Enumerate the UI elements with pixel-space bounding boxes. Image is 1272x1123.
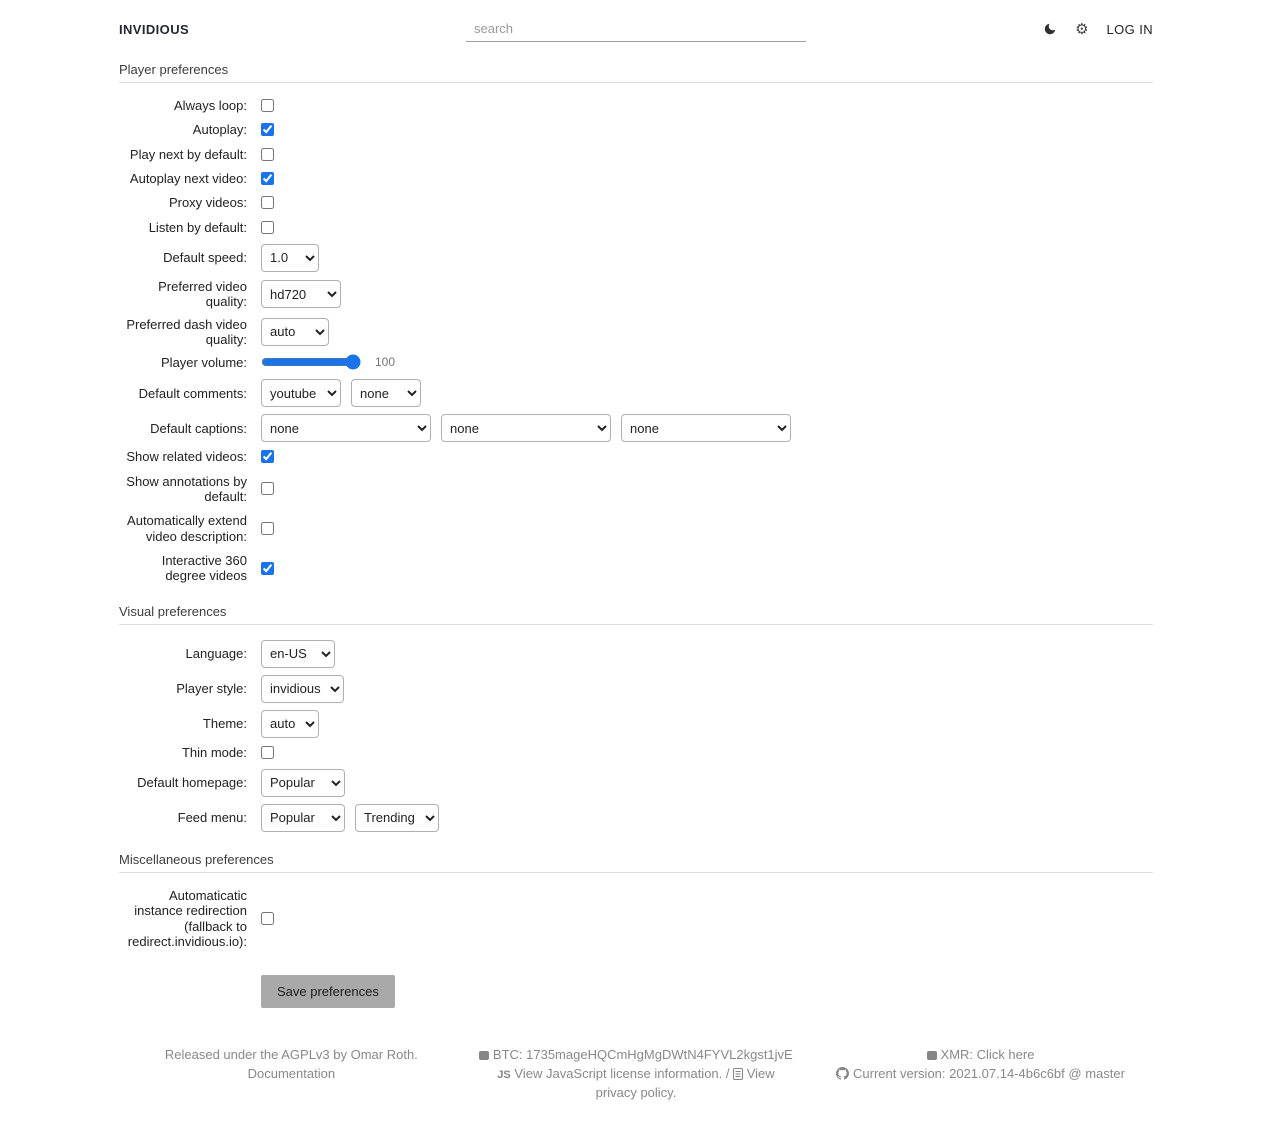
pref-row [119, 769, 1153, 797]
annotations-checkbox[interactable] [261, 482, 274, 495]
monero-icon [927, 1051, 937, 1060]
thin-mode-checkbox[interactable] [261, 746, 274, 759]
pref-row [119, 710, 1153, 738]
pref-label: Default captions: [150, 420, 247, 436]
footer [119, 1046, 1153, 1123]
documentation-link[interactable]: Documentation [247, 1066, 336, 1082]
pref-label: Show related videos: [126, 449, 247, 465]
pref-row [119, 244, 1153, 272]
pref-row [119, 553, 1153, 584]
instance-redirect-checkbox[interactable] [261, 912, 274, 925]
pref-row [119, 414, 1153, 442]
save-preferences-button[interactable]: Save preferences [261, 975, 395, 1008]
player-volume-value: 100 [375, 355, 396, 370]
pref-row [119, 122, 1153, 137]
pref-row [119, 220, 1153, 235]
pref-label: Feed menu: [177, 810, 247, 826]
theme-select[interactable] [261, 710, 319, 738]
extend-description-checkbox[interactable] [261, 522, 274, 535]
homepage-select[interactable] [261, 769, 345, 797]
captions-select-2[interactable] [441, 414, 611, 442]
license-text: Released under the AGPLv3 by Omar Roth. [164, 1047, 418, 1063]
comments-select-1[interactable] [261, 379, 341, 407]
captions-select-3[interactable] [621, 414, 791, 442]
privacy-policy-link[interactable]: View privacy policy. [595, 1066, 775, 1100]
pref-row [119, 513, 1153, 544]
pref-row [119, 317, 1153, 348]
javascript-icon: JS [497, 1069, 511, 1082]
default-speed-select[interactable] [261, 244, 319, 272]
btc-address: BTC: 1735mageHQCmHgMgDWtN4FYVL2kgst1jvE [492, 1047, 793, 1063]
pref-label: Proxy videos: [168, 195, 247, 211]
footer-donate-column: BTC: 1735mageHQCmHgMgDWtN4FYVL2kgst1jvE JS View JavaScript license information. / View privacy policy. [464, 1046, 809, 1103]
login-link[interactable]: LOG IN [1106, 21, 1153, 37]
js-license-link[interactable]: View JavaScript license information. [514, 1066, 723, 1082]
dash-quality-select[interactable] [261, 318, 329, 346]
pref-label: Default homepage: [137, 775, 247, 791]
pref-label: Preferred dash video quality: [126, 316, 247, 347]
top-navbar [119, 0, 1153, 42]
always-loop-checkbox[interactable] [261, 99, 274, 112]
pref-row [119, 640, 1153, 668]
footer-license-column [119, 1046, 464, 1103]
listen-by-default-checkbox[interactable] [261, 221, 274, 234]
pref-label: Autoplay: [192, 122, 247, 138]
interactive-360-checkbox[interactable] [261, 562, 274, 575]
pref-row [119, 171, 1153, 186]
pref-label: Preferred video quality: [158, 278, 247, 310]
pref-label: Automaticatic instance redirection (fallback to redirect.invidious.io): [127, 887, 247, 949]
pref-label: Default speed: [163, 250, 247, 266]
autoplay-next-video-checkbox[interactable] [261, 172, 274, 185]
pref-label: Player style: [176, 680, 247, 696]
feed-menu-select-1[interactable] [261, 804, 345, 832]
pref-row [119, 354, 1153, 370]
pref-label: Player volume: [161, 354, 247, 370]
pref-row [119, 804, 1153, 832]
github-icon [836, 1067, 849, 1080]
pref-row [119, 195, 1153, 210]
xmr-text: XMR: [940, 1047, 977, 1063]
section-title-visual: Visual preferences [119, 603, 227, 619]
pref-label: Thin mode: [181, 744, 247, 760]
pref-label: Autoplay next video: [129, 170, 247, 186]
video-quality-select[interactable] [261, 280, 341, 308]
section-divider [119, 82, 1153, 83]
pref-label: Automatically extend video description: [127, 513, 247, 544]
pref-label: Theme: [202, 715, 247, 731]
player-style-select[interactable] [261, 675, 344, 703]
pref-label: Show annotations by default: [126, 473, 247, 504]
autoplay-checkbox[interactable] [261, 123, 274, 136]
section-divider [119, 624, 1153, 625]
pref-row [119, 449, 1153, 464]
section-divider [119, 872, 1153, 873]
play-next-checkbox[interactable] [261, 148, 274, 161]
pref-label: Language: [185, 645, 247, 661]
related-videos-checkbox[interactable] [261, 450, 274, 463]
section-title-misc: Miscellaneous preferences [119, 851, 274, 867]
privacy-file-icon [733, 1068, 743, 1080]
version-link[interactable]: Current version: 2021.07.14-4b6c6bf @ master [853, 1066, 1125, 1082]
pref-label: Listen by default: [148, 219, 247, 235]
comments-select-2[interactable] [351, 379, 421, 407]
pref-row [119, 98, 1153, 113]
feed-menu-select-2[interactable] [355, 804, 439, 832]
player-volume-slider[interactable] [261, 354, 361, 370]
pref-label: Always loop: [174, 98, 247, 113]
pref-label: Interactive 360 degree videos [161, 552, 247, 584]
app-logo[interactable]: INVIDIOUS [119, 21, 190, 37]
captions-select-1[interactable] [261, 414, 431, 442]
dark-mode-moon-icon[interactable] [1043, 22, 1057, 36]
section-title-player: Player preferences [119, 62, 229, 77]
proxy-videos-checkbox[interactable] [261, 196, 274, 209]
xmr-link[interactable]: Click here [976, 1047, 1035, 1063]
footer-version-column [808, 1046, 1153, 1103]
pref-row [119, 745, 1153, 760]
bitcoin-icon [479, 1051, 489, 1060]
save-row [119, 975, 1153, 1008]
search-input[interactable] [466, 16, 806, 42]
pref-row [119, 675, 1153, 703]
language-select[interactable] [261, 640, 335, 668]
pref-row [119, 147, 1153, 162]
pref-row [119, 279, 1153, 310]
pref-row [119, 379, 1153, 407]
pref-label: Play next by default: [129, 146, 247, 162]
pref-row [119, 474, 1153, 505]
pref-row [119, 888, 1153, 949]
pref-label: Default comments: [138, 385, 247, 401]
preferences-gear-icon[interactable]: ⚙︎ [1075, 20, 1089, 38]
